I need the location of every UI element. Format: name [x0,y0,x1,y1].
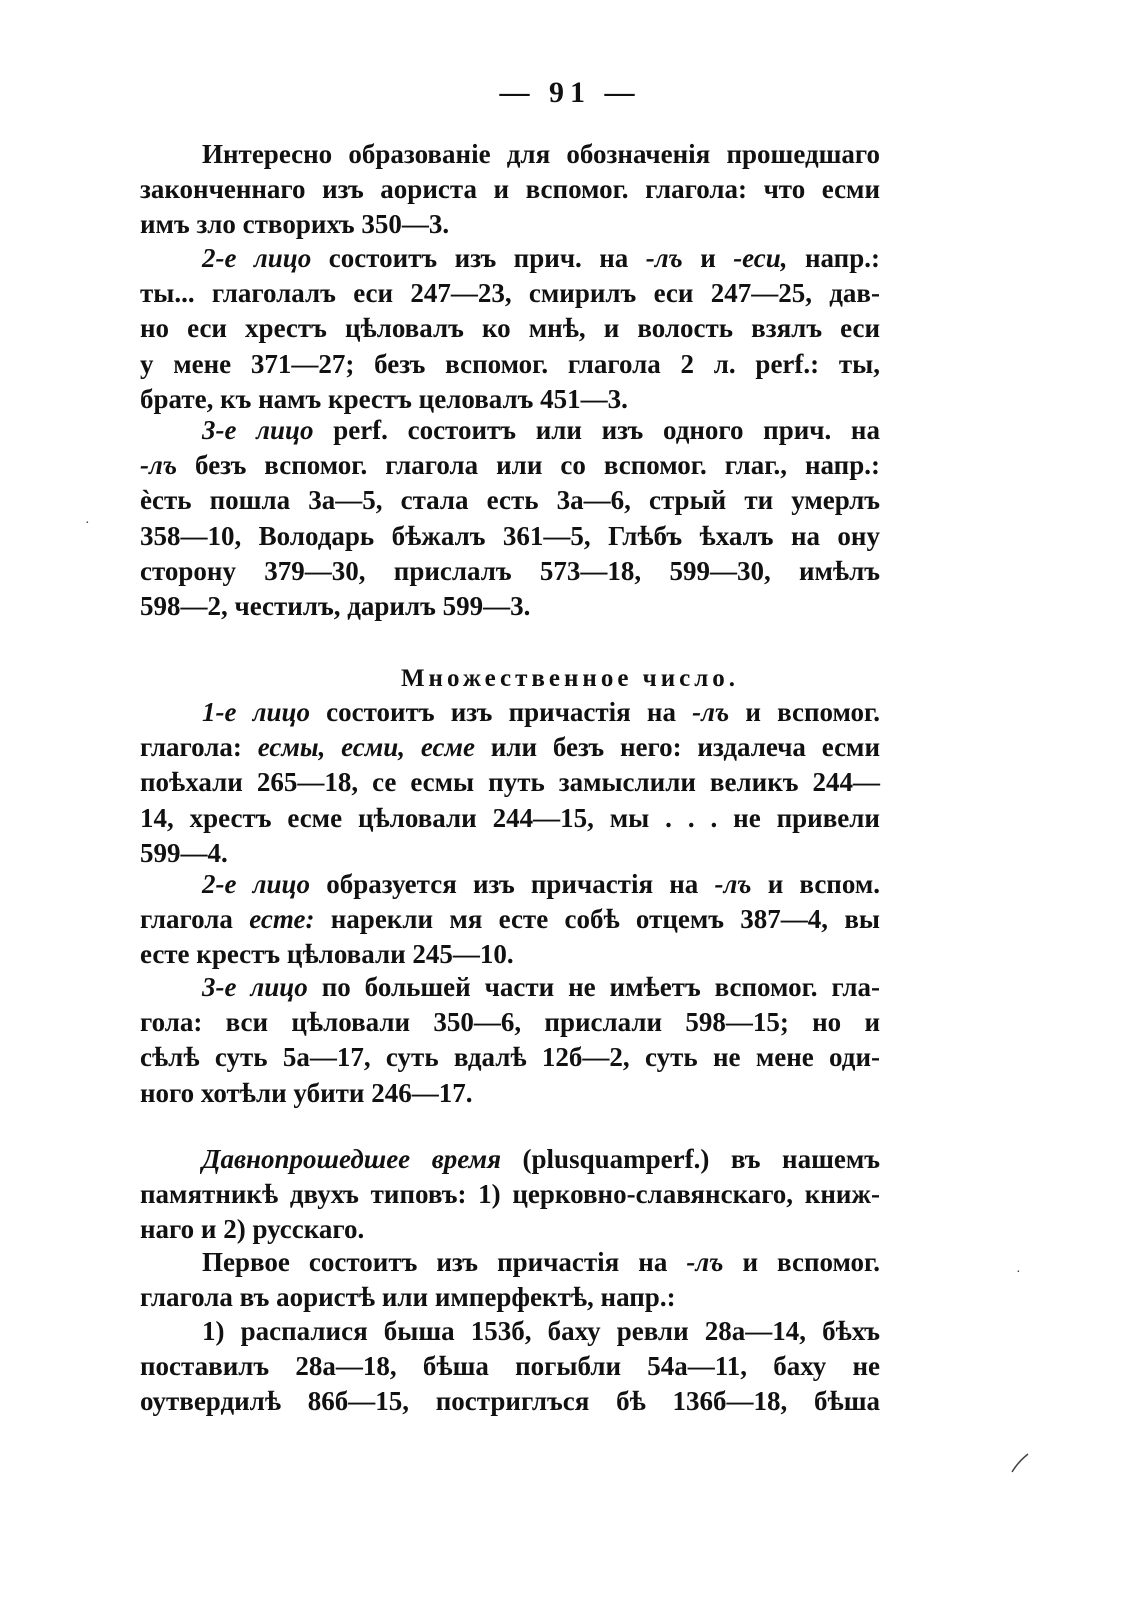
italic-term: 2-е лицо [202,243,312,273]
paragraph-plural-second [140,867,880,973]
text-line: ѐсть пошла 3а—5, стала есть 3а—6, стрый ти умерлъ [140,485,880,516]
text-line: брате, къ намъ крестъ целовалъ 451—3. [140,383,628,414]
paragraph-plural-first [140,695,880,871]
italic-term: есмы, есми, есме [257,732,475,763]
text-line: сѣлѣ суть 5а—17, суть вдалѣ 12б—2, суть не мене оди- [140,1042,880,1073]
text-line: 1) распалися быша 153б, баху ревли 28а—14, бѣхъ [202,1316,880,1346]
scan-speck: · [1016,1265,1021,1280]
italic-term: 3-е лицо [202,415,314,445]
italic-term: -лъ [645,243,683,273]
italic-term: -лъ [686,1247,724,1277]
text-line: глагола есте: нарекли мя есте собѣ отцемъ 387—4, вы [140,904,881,935]
text-line: у мене 371—27; безъ вспомог. глагола 2 л. perf.: ты, [140,348,880,379]
section-heading: Множественное число. [400,665,740,692]
text-line: 3-е лицо perf. состоитъ или изъ одного прич. на [202,415,880,445]
text-line: глагола: есмы, есми, есме или безъ него: издалеча есми [140,732,880,763]
text-line: 1-е лицо состоитъ изъ причастія на -лъ и вспомог. [202,697,881,727]
paragraph-aorist-perfect [140,137,880,243]
italic-term: Давнопрошедшее время [202,1144,501,1174]
text-line: поставилъ 28а—18, бѣша погыбли 54а—11, баху не [140,1351,880,1382]
text-line: 599—4. [140,837,228,868]
text-line: 3-е лицо по большей части не имѣетъ вспомог. гла- [202,972,880,1002]
text-line: гола: вси цѣловали 350—6, прислали 598—15; но и [140,1007,880,1038]
text-line: наго и 2) русскаго. [140,1214,365,1245]
paragraph-third-person [140,413,880,624]
text-line: 2-е лицо состоитъ изъ прич. на -лъ и -еси, напр.: [202,243,880,273]
text-line: 598—2, честилъ, дарилъ 599—3. [140,591,531,622]
text-line: глагола въ аористѣ или имперфектѣ, напр.: [140,1282,676,1313]
text-line: -лъ безъ вспомог. глагола или со вспомог. глаг., напр.: [140,450,880,481]
text-line: 14, хрестъ есме цѣловали 244—15, мы . . . не привели [140,802,880,833]
text-line: законченнаго изъ аориста и вспомог. глагола: что есми [140,174,880,205]
italic-term: есте: [249,904,315,935]
text-line: ты... глаголалъ еси 247—23, смирилъ еси 247—25, дав- [140,278,880,309]
text-line: 2-е лицо образуется изъ причастія на -лъ и вспом. [202,869,880,899]
italic-term: -лъ [714,869,752,899]
text-line: 358—10, Володарь бѣжалъ 361—5, Глѣбъ ѣхалъ на ону [140,520,880,551]
page-number: — 91 — [499,76,641,109]
italic-term: -еси, [733,243,788,273]
text-line: но еси хрестъ цѣловалъ ко мнѣ, и волость взялъ еси [140,313,880,344]
text-line: имъ зло створихъ 350—3. [140,209,450,240]
italic-term: 1-е лицо [202,697,311,727]
italic-term: 2-е лицо [202,869,311,899]
text-line: Интересно образованіе для обозначенія прошедшаго [202,139,880,169]
text-line: памятникѣ двухъ типовъ: 1) церковно-славянскаго, книж- [140,1179,880,1210]
paragraph-examples [140,1314,880,1420]
paragraph-plural-third [140,970,880,1111]
text-line: поѣхали 265—18, се есмы путь замыслили великъ 244— [140,767,880,798]
paragraph-first-type [140,1245,880,1315]
text-line: ного хотѣли убити 246—17. [140,1077,473,1108]
pencil-mark-icon [1010,1452,1030,1474]
text-line: сторону 379—30, прислалъ 573—18, 599—30, имѣлъ [140,555,880,586]
text-line: Давнопрошедшее время (plusquamperf.) въ нашемъ [202,1144,881,1174]
paragraph-pluperfect [140,1142,880,1248]
italic-term: -лъ [692,697,730,727]
italic-term: -лъ [140,450,178,481]
text-line: Первое состоитъ изъ причастія на -лъ и вспомог. [202,1247,880,1277]
paragraph-second-person [140,241,880,417]
italic-term: 3-е лицо [202,972,308,1002]
text-line: есте крестъ цѣловали 245—10. [140,939,514,970]
scan-speck: · [85,516,90,531]
text-line: оутвердилѣ 86б—15, постриглъся бѣ 136б—18, бѣша [140,1386,880,1417]
